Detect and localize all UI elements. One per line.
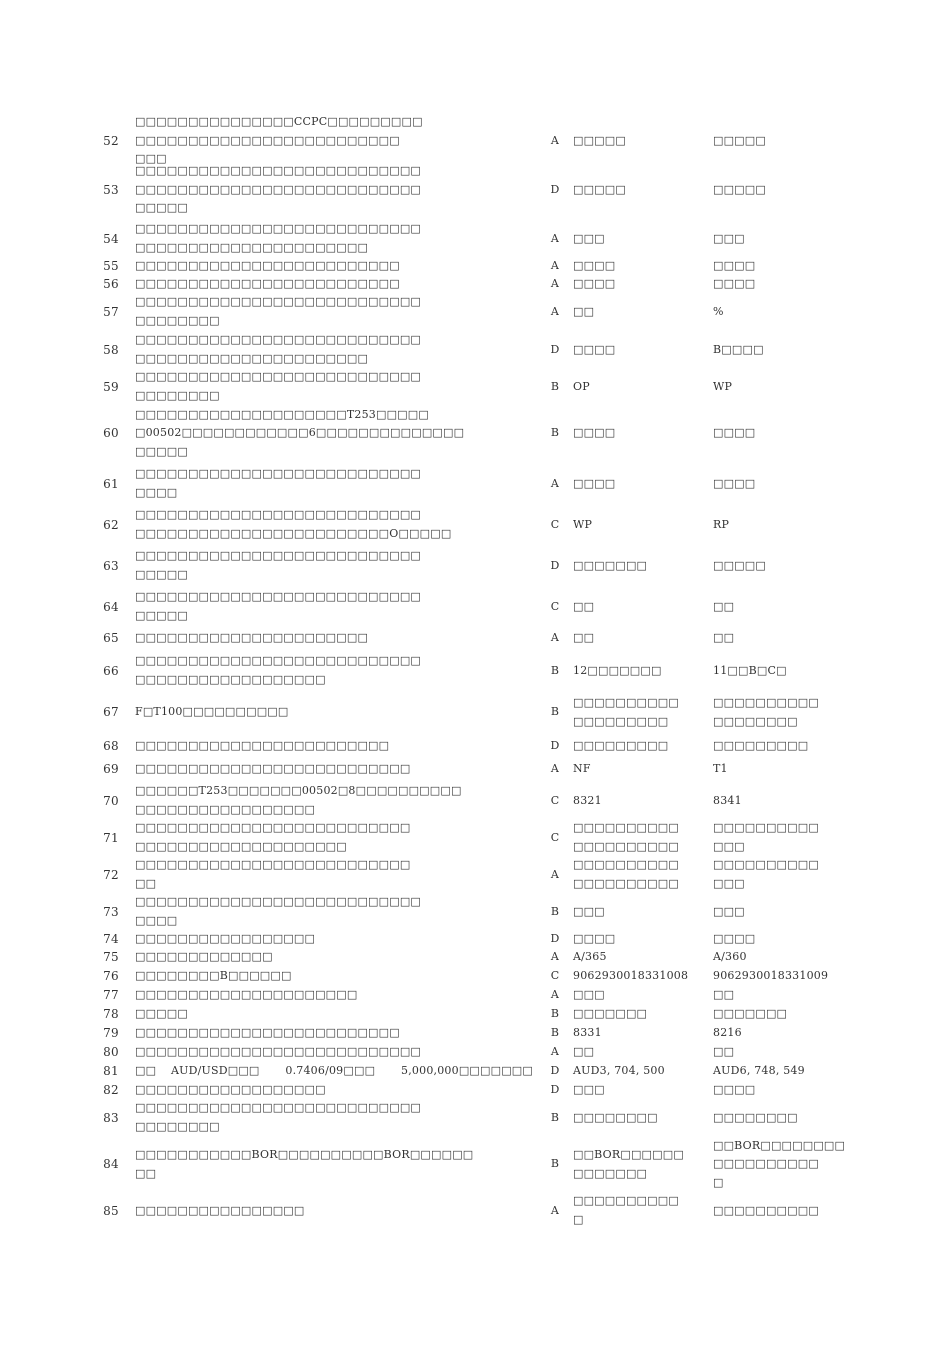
question-text: F□T100□□□□□□□□□□: [135, 705, 289, 719]
option-b-text: □□: [713, 1045, 735, 1059]
answer-letter: D: [550, 932, 560, 946]
option-a-text: □□□□: [573, 259, 616, 273]
option-a-text: □□: [573, 599, 595, 613]
question-number: 64: [103, 599, 119, 614]
question-text: □□□□□□□□□□□□□□□□□□□□□□□□□□ □□□□□□□□□□□□□□□□□□□□: [135, 821, 411, 853]
table-row: [0, 856, 950, 894]
question-number: 57: [103, 304, 119, 319]
question-number: 70: [103, 793, 119, 808]
option-b-text: □□□□□: [713, 182, 766, 196]
question-number: 81: [103, 1064, 119, 1079]
option-a-text: OP: [573, 379, 590, 393]
question-text: □□□□□□□□□□□□□□□□□□□□□□□□□□□ □□□□□□□□□□□□□□□□□□□□□□□□O□□□□□: [135, 508, 452, 540]
question-text: □□□□□□□□□□□□□□□□□□□□□□□□□: [135, 1026, 400, 1040]
answer-letter: C: [550, 969, 560, 983]
question-number: 75: [103, 950, 119, 965]
table-row: [0, 257, 950, 276]
question-number: 79: [103, 1026, 119, 1041]
answer-letter: D: [550, 1083, 560, 1097]
question-text: □□□□□□□□□□□□□□□□□□□□□□□□□□□ □□□□: [135, 467, 422, 499]
question-text: □□□□□□□□□□□□□□□□□□□□□□□□□□□ □□□□□□□□□□□□□□□□□□□□□□: [135, 333, 422, 365]
option-b-text: A/360: [713, 950, 747, 964]
table-row: [0, 652, 950, 690]
question-number: 82: [103, 1083, 119, 1098]
table-row: [0, 986, 950, 1005]
option-a-text: □□□□: [573, 342, 616, 356]
option-b-text: □□□□: [713, 259, 756, 273]
answer-letter: D: [550, 182, 560, 196]
option-b-text: □□□□□□□: [713, 1007, 788, 1021]
answer-letter: A: [550, 867, 560, 881]
option-a-text: □□□□□□□□□□ □□□□□□□□□□: [573, 821, 679, 853]
option-b-text: 8341: [713, 793, 742, 807]
answer-letter: B: [550, 426, 560, 440]
option-a-text: □□□□□: [573, 182, 626, 196]
table-row: [0, 331, 950, 369]
table-row: [0, 166, 950, 214]
table-row: [0, 222, 950, 256]
question-text: □□□□□□□□□□□□□□□□□□□□□□□□: [135, 739, 390, 753]
table-row: [0, 506, 950, 544]
answer-letter: B: [550, 1007, 560, 1021]
option-a-text: 8321: [573, 793, 602, 807]
option-a-text: □□□□□□□□□□ □: [573, 1194, 679, 1226]
question-number: 60: [103, 426, 119, 441]
option-b-text: □□□□: [713, 426, 756, 440]
answer-letter: A: [550, 631, 560, 645]
option-a-text: □□□: [573, 904, 605, 918]
table-row: [0, 1192, 950, 1230]
option-a-text: 12□□□□□□□: [573, 663, 662, 677]
table-row: [0, 405, 950, 462]
answer-letter: B: [550, 379, 560, 393]
option-b-text: □□□□□: [713, 558, 766, 572]
option-b-text: □□□□□: [713, 133, 766, 147]
table-row: [0, 115, 950, 166]
table-row: [0, 1099, 950, 1137]
question-text: □□□□□□□□□□□□□□□□□□□□□□□□□□ □□: [135, 858, 411, 890]
question-text: □□□□□□□□□□□□□□□□□□□□□□□□□□□ □□□□□□□□: [135, 295, 422, 327]
option-b-text: □□: [713, 988, 735, 1002]
question-number: 69: [103, 762, 119, 777]
option-a-text: WP: [573, 517, 593, 531]
question-text: □□□□□□□□□□□□□□□□□□□□□□□□□□□ □□□□□□□□: [135, 370, 422, 402]
answer-letter: B: [550, 705, 560, 719]
table-row: [0, 1005, 950, 1024]
question-number: 61: [103, 476, 119, 491]
question-text: □□□□□□□□B□□□□□□: [135, 969, 292, 983]
option-b-text: □□: [713, 599, 735, 613]
question-number: 63: [103, 558, 119, 573]
table-row: [0, 782, 950, 820]
answer-letter: C: [550, 830, 560, 844]
option-b-text: 11□□B□C□: [713, 663, 787, 677]
option-a-text: □□: [573, 304, 595, 318]
option-a-text: □□□□: [573, 426, 616, 440]
table-row: [0, 1137, 950, 1192]
option-b-text: □□□□: [713, 476, 756, 490]
question-number: 76: [103, 969, 119, 984]
option-a-text: □□□□□□□: [573, 1007, 648, 1021]
option-b-text: □□BOR□□□□□□□□ □□□□□□□□□□ □: [713, 1138, 846, 1189]
question-text: □□□□□□□□□□□□□□□□□□□□□: [135, 988, 358, 1002]
option-a-text: □□□: [573, 988, 605, 1002]
question-number: 83: [103, 1110, 119, 1125]
question-text: □□□□□□□□□□□□□□□□□□□□□□□□□: [135, 259, 400, 273]
question-number: 58: [103, 342, 119, 357]
option-b-text: 8216: [713, 1026, 742, 1040]
option-b-text: □□□□□□□□□: [713, 739, 809, 753]
table-row: [0, 1024, 950, 1043]
question-number: 59: [103, 379, 119, 394]
option-b-text: □□□□□□□□□□ □□□: [713, 821, 819, 853]
question-number: 72: [103, 867, 119, 882]
question-text: □□□□□□□□□□□□□□□□□□□□□□□□□□: [135, 762, 411, 776]
option-b-text: □□□□: [713, 932, 756, 946]
answer-letter: A: [550, 277, 560, 291]
option-a-text: □□□□: [573, 932, 616, 946]
question-text: □□□□□□□□□□□□□□□□□: [135, 932, 316, 946]
option-b-text: □□□□□□□□□□ □□□: [713, 858, 819, 890]
option-b-text: T1: [713, 762, 728, 776]
question-text: □□□□□□□□□□□□□□□□□□□□□□□□□□□ □□□□: [135, 895, 422, 927]
answer-letter: B: [550, 904, 560, 918]
question-text: □□□□□□□□□□□□□□□□□□□□□□□□□□□ □□□□□□□□□□□□□□□□□□□□□□: [135, 222, 422, 254]
question-number: 62: [103, 517, 119, 532]
answer-letter: B: [550, 663, 560, 677]
option-b-text: %: [713, 304, 724, 318]
question-number: 68: [103, 739, 119, 754]
answer-letter: A: [550, 231, 560, 245]
question-text: □□□□□□T253□□□□□□□00502□8□□□□□□□□□□ □□□□□□□□□□□□□□□□□: [135, 784, 462, 816]
answer-letter: C: [550, 517, 560, 531]
option-a-text: □□□: [573, 1083, 605, 1097]
answer-letter: A: [550, 259, 560, 273]
option-b-text: □□□□□□□□: [713, 1110, 798, 1124]
option-b-text: □□□□□□□□□□: [713, 1203, 819, 1217]
table-row: [0, 967, 950, 986]
option-b-text: □□□□: [713, 1083, 756, 1097]
question-number: 55: [103, 259, 119, 274]
answer-letter: A: [550, 1045, 560, 1059]
question-number: 71: [103, 830, 119, 845]
option-b-text: □□: [713, 631, 735, 645]
answer-letter: A: [550, 1203, 560, 1217]
question-number: 77: [103, 988, 119, 1003]
question-text: □□□□□□□□□□□□□□□□□□□□□□□□□: [135, 277, 400, 291]
option-a-text: □□□□: [573, 277, 616, 291]
table-row: [0, 547, 950, 585]
table-row: [0, 930, 950, 949]
option-a-text: A/365: [573, 950, 607, 964]
table-row: [0, 588, 950, 626]
question-number: 66: [103, 663, 119, 678]
question-number: 52: [103, 133, 119, 148]
option-a-text: □□□□□□□□□□ □□□□□□□□□: [573, 695, 679, 728]
question-number: 80: [103, 1045, 119, 1060]
option-b-text: AUD6, 748, 549: [713, 1064, 805, 1078]
question-text: □□□□□□□□□□□□□□□□□□□□□□□□□□□: [135, 1045, 422, 1059]
option-b-text: B□□□□: [713, 342, 764, 356]
option-a-text: 9062930018331008: [573, 969, 689, 983]
answer-letter: B: [550, 1110, 560, 1124]
option-a-text: □□□□□□□□□□ □□□□□□□□□□: [573, 858, 679, 890]
question-number: 74: [103, 932, 119, 947]
option-a-text: □□□□: [573, 476, 616, 490]
option-b-text: □□□: [713, 231, 745, 245]
option-b-text: RP: [713, 517, 730, 531]
answer-letter: B: [550, 1026, 560, 1040]
option-b-text: □□□□□□□□□□ □□□□□□□□: [713, 695, 819, 728]
table-row: [0, 820, 950, 856]
question-number: 84: [103, 1157, 119, 1172]
option-a-text: □□: [573, 1045, 595, 1059]
answer-letter: A: [550, 762, 560, 776]
answer-letter: D: [550, 342, 560, 356]
answer-letter: A: [550, 950, 560, 964]
answer-letter: A: [550, 988, 560, 1002]
question-text: □□ AUD/USD□□□ 0.7406/09□□□ 5,000,000□□□□□□□: [135, 1064, 533, 1078]
question-text: □□□□□□□□□□□□□□□□: [135, 1203, 305, 1217]
question-text: □□□□□: [135, 1007, 188, 1021]
question-text: □□□□□□□□□□□□□□□□□□□□T253□□□□□ □00502□□□□□□□□□□□□6□□□□□□□□□□□□□□ □□□□□: [135, 407, 465, 458]
option-b-text: WP: [713, 379, 733, 393]
question-number: 56: [103, 277, 119, 292]
option-b-text: □□□: [713, 904, 745, 918]
answer-letter: D: [550, 1064, 560, 1078]
question-number: 67: [103, 705, 119, 720]
answer-letter: A: [550, 133, 560, 147]
table-row: [0, 1062, 950, 1081]
option-a-text: □□□□□□□□: [573, 1110, 658, 1124]
option-a-text: □□BOR□□□□□□ □□□□□□□: [573, 1147, 684, 1180]
table-row: [0, 694, 950, 731]
table-row: [0, 1043, 950, 1062]
question-number: 78: [103, 1007, 119, 1022]
question-text: □□□□□□□□□□□□□□□□□□□□□□□□□□□ □□□□□□□□: [135, 1101, 422, 1133]
question-text: □□□□□□□□□□□□□: [135, 950, 273, 964]
table-row: [0, 1081, 950, 1100]
table-row: [0, 737, 950, 756]
answer-letter: C: [550, 793, 560, 807]
question-number: 85: [103, 1203, 119, 1218]
table-row: [0, 893, 950, 931]
table-row: [0, 293, 950, 331]
table-row: [0, 760, 950, 779]
question-text: □□□□□□□□□□□□□□□□□□□□□□□□□□□ □□□□□□□□□□□□□□□□□□□□□□□□□□□ □□□□□: [135, 164, 422, 215]
answer-letter: D: [550, 739, 560, 753]
answer-letter: C: [550, 599, 560, 613]
question-text: □□□□□□□□□□□□□□□CCPC□□□□□□□□□ □□□□□□□□□□□□□□□□□□□□□□□□□ □□□: [135, 115, 423, 166]
option-a-text: □□□□□: [573, 133, 626, 147]
question-number: 73: [103, 904, 119, 919]
question-text: □□□□□□□□□□□□□□□□□□□□□□□□□□□ □□□□□: [135, 590, 422, 622]
question-text: □□□□□□□□□□□□□□□□□□□□□□: [135, 631, 369, 645]
question-text: □□□□□□□□□□□BOR□□□□□□□□□□BOR□□□□□□ □□: [135, 1147, 474, 1180]
answer-letter: D: [550, 558, 560, 572]
option-a-text: 8331: [573, 1026, 602, 1040]
question-text: □□□□□□□□□□□□□□□□□□□□□□□□□□□ □□□□□: [135, 549, 422, 581]
option-a-text: □□□□□□□□□: [573, 739, 669, 753]
table-row: [0, 368, 950, 406]
table-row: [0, 629, 950, 648]
option-a-text: □□□□□□□: [573, 558, 648, 572]
option-a-text: □□□: [573, 231, 605, 245]
answer-letter: B: [550, 1157, 560, 1171]
question-text: □□□□□□□□□□□□□□□□□□: [135, 1083, 326, 1097]
option-b-text: 9062930018331009: [713, 969, 829, 983]
table-row: [0, 465, 950, 503]
answer-letter: A: [550, 476, 560, 490]
question-text: □□□□□□□□□□□□□□□□□□□□□□□□□□□ □□□□□□□□□□□□□□□□□□: [135, 654, 422, 686]
answer-letter: A: [550, 304, 560, 318]
question-number: 54: [103, 231, 119, 246]
table-row: [0, 275, 950, 294]
question-number: 65: [103, 631, 119, 646]
table-row: [0, 948, 950, 967]
option-a-text: □□: [573, 631, 595, 645]
question-number: 53: [103, 182, 119, 197]
option-a-text: AUD3, 704, 500: [573, 1064, 665, 1078]
option-b-text: □□□□: [713, 277, 756, 291]
option-a-text: NF: [573, 762, 591, 776]
